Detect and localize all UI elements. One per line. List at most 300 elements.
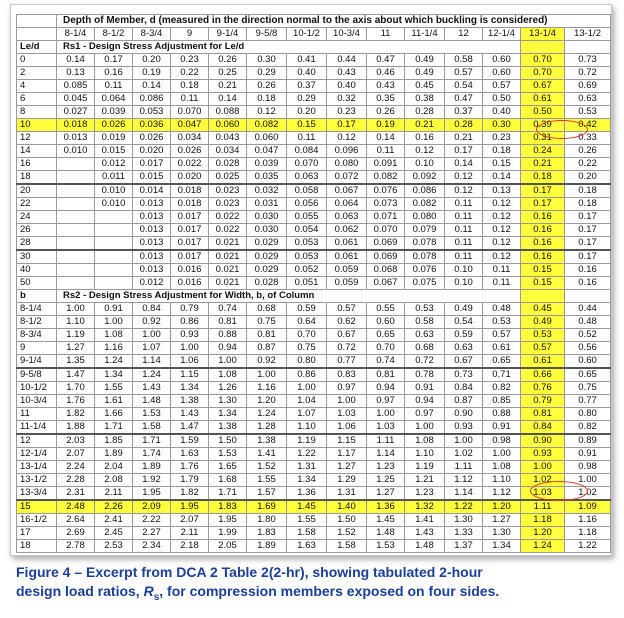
table-cell: 1.57 (247, 487, 287, 501)
table-cell: 0.13 (483, 184, 521, 198)
empty-cell (565, 290, 611, 303)
table-cell: 1.11 (445, 461, 483, 474)
table-cell: 1.53 (367, 540, 405, 553)
table-cell: 1.11 (367, 434, 405, 448)
table-cell: 0.57 (521, 342, 565, 355)
table-cell: 0.65 (483, 355, 521, 369)
table-cell: 0.013 (133, 250, 171, 264)
table-cell: 1.34 (287, 474, 327, 487)
table-cell: 0.17 (565, 211, 611, 224)
table-cell: 1.43 (405, 527, 445, 540)
table-cell: 0.028 (247, 277, 287, 290)
table-cell: 0.39 (521, 119, 565, 132)
table-cell: 0.93 (445, 421, 483, 435)
table-cell: 2.48 (57, 500, 95, 514)
section2-row-label: b (17, 290, 57, 303)
table-cell: 0.017 (171, 224, 209, 237)
table-cell (57, 237, 95, 251)
table-cell: 0.70 (521, 67, 565, 80)
table-cell: 0.49 (521, 316, 565, 329)
row-label: 12-1/4 (17, 448, 57, 461)
row-label: 30 (17, 250, 57, 264)
table-cell: 0.17 (565, 250, 611, 264)
table-cell: 0.013 (133, 198, 171, 211)
table-cell: 0.35 (367, 93, 405, 106)
table-cell: 0.19 (133, 67, 171, 80)
section1-title-row (17, 41, 611, 54)
table-cell: 0.60 (367, 316, 405, 329)
table-cell: 0.23 (483, 132, 521, 145)
row-label: 20 (17, 184, 57, 198)
table-cell: 1.88 (57, 421, 95, 435)
table-cell: 1.52 (327, 527, 367, 540)
table-cell: 2.03 (57, 434, 95, 448)
table-cell: 0.11 (445, 250, 483, 264)
table-cell: 0.059 (327, 277, 367, 290)
table-cell: 2.34 (133, 540, 171, 553)
table-cell: 0.54 (445, 80, 483, 93)
table-cell: 0.013 (133, 264, 171, 277)
table-cell: 0.20 (133, 54, 171, 67)
table-cell: 0.020 (133, 145, 171, 158)
table-cell: 1.10 (483, 474, 521, 487)
table-cell: 1.07 (287, 408, 327, 421)
table-cell: 0.064 (95, 93, 133, 106)
column-header: 12-1/4 (483, 28, 521, 41)
table-cell: 1.55 (247, 474, 287, 487)
table-cell: 1.12 (445, 474, 483, 487)
column-header: 9-5/8 (247, 28, 287, 41)
table-cell: 0.12 (483, 211, 521, 224)
table-cell: 0.17 (445, 145, 483, 158)
table-row (17, 395, 611, 408)
table-cell: 0.98 (483, 434, 521, 448)
table-cell: 0.010 (95, 198, 133, 211)
table-cell: 1.45 (287, 500, 327, 514)
column-header: 11-1/4 (405, 28, 445, 41)
table-cell: 0.072 (327, 171, 367, 185)
table-cell: 0.33 (565, 132, 611, 145)
row-label: 26 (17, 224, 57, 237)
table-cell: 1.48 (367, 527, 405, 540)
table-cell: 0.10 (445, 277, 483, 290)
table-row (17, 264, 611, 277)
row-label: 4 (17, 80, 57, 93)
table-cell: 0.26 (209, 54, 247, 67)
table-cell: 0.032 (247, 184, 287, 198)
column-header: 13-1/2 (565, 28, 611, 41)
table-cell: 2.08 (95, 474, 133, 487)
table-cell: 0.75 (287, 342, 327, 355)
table-cell (57, 184, 95, 198)
table-cell: 1.30 (483, 527, 521, 540)
table-cell: 0.14 (367, 132, 405, 145)
table-cell: 0.54 (445, 316, 483, 329)
row-label: 8-1/2 (17, 316, 57, 329)
table-cell: 0.023 (209, 184, 247, 198)
table-cell (95, 250, 133, 264)
table-cell: 0.94 (405, 395, 445, 408)
table-cell: 0.026 (95, 119, 133, 132)
table-cell: 0.017 (171, 237, 209, 251)
table-cell: 0.38 (405, 93, 445, 106)
table-cell: 1.22 (287, 448, 327, 461)
row-label: 16 (17, 158, 57, 171)
table-row (17, 54, 611, 67)
table-cell: 1.45 (367, 514, 405, 527)
table-cell: 0.81 (367, 368, 405, 382)
table-row (17, 211, 611, 224)
row-label: 15 (17, 500, 57, 514)
table-cell: 1.07 (133, 342, 171, 355)
table-cell: 0.035 (247, 171, 287, 185)
table-cell: 1.82 (57, 408, 95, 421)
table-cell: 1.08 (405, 434, 445, 448)
table-cell: 0.74 (367, 355, 405, 369)
table-cell: 1.24 (133, 368, 171, 382)
table-cell: 0.49 (405, 67, 445, 80)
table-cell: 0.68 (247, 303, 287, 316)
table-cell: 1.40 (327, 500, 367, 514)
table-cell (57, 250, 95, 264)
table-cell: 0.18 (521, 171, 565, 185)
table-cell: 0.11 (367, 145, 405, 158)
table-cell: 0.017 (171, 250, 209, 264)
table-row (17, 368, 611, 382)
row-label: 10-3/4 (17, 395, 57, 408)
table-cell (57, 277, 95, 290)
table-cell: 0.50 (521, 106, 565, 119)
table-cell: 0.070 (287, 158, 327, 171)
table-cell: 0.18 (483, 145, 521, 158)
table-cell: 1.10 (287, 421, 327, 435)
table-cell: 0.15 (521, 277, 565, 290)
table-cell: 1.76 (171, 461, 209, 474)
table-cell: 0.060 (209, 119, 247, 132)
table-cell: 0.17 (327, 119, 367, 132)
table-cell: 1.89 (133, 461, 171, 474)
row-label: 11 (17, 408, 57, 421)
row-label: 50 (17, 277, 57, 290)
table-cell: 1.58 (287, 527, 327, 540)
table-cell: 0.49 (405, 54, 445, 67)
table-cell: 1.35 (57, 355, 95, 369)
table-cell: 1.04 (287, 395, 327, 408)
table-cell: 1.00 (327, 395, 367, 408)
table-cell: 0.90 (521, 434, 565, 448)
table-cell (57, 264, 95, 277)
table-cell: 0.29 (247, 67, 287, 80)
table-cell: 1.63 (287, 540, 327, 553)
table-cell: 0.61 (483, 342, 521, 355)
table-cell: 0.64 (287, 316, 327, 329)
table-cell: 1.10 (405, 448, 445, 461)
table-cell: 1.16 (95, 342, 133, 355)
table-cell: 0.14 (57, 54, 95, 67)
row-label: 18 (17, 171, 57, 185)
table-cell: 1.20 (483, 500, 521, 514)
table-cell: 0.13 (57, 67, 95, 80)
table-cell: 2.53 (95, 540, 133, 553)
table-cell: 2.07 (57, 448, 95, 461)
table-cell: 1.36 (287, 487, 327, 501)
corner-cell (17, 15, 57, 28)
column-header: 11 (367, 28, 405, 41)
table-cell: 0.12 (445, 184, 483, 198)
table-cell: 0.82 (483, 382, 521, 395)
table-cell: 0.071 (367, 211, 405, 224)
table-cell: 1.43 (171, 408, 209, 421)
table-cell: 1.00 (565, 474, 611, 487)
table-cell: 1.24 (247, 408, 287, 421)
table-cell: 2.11 (171, 527, 209, 540)
table-cell: 0.58 (405, 316, 445, 329)
table-cell: 1.27 (367, 487, 405, 501)
table-cell: 0.48 (565, 316, 611, 329)
table-cell: 0.57 (483, 80, 521, 93)
table-cell: 0.93 (521, 448, 565, 461)
empty-cell (565, 41, 611, 54)
table-row (17, 237, 611, 251)
table-cell: 1.19 (287, 434, 327, 448)
table-cell: 0.070 (367, 224, 405, 237)
table-cell: 0.62 (327, 316, 367, 329)
table-cell: 0.26 (565, 145, 611, 158)
table-cell: 0.49 (445, 303, 483, 316)
column-header: 12 (445, 28, 483, 41)
table-cell: 0.84 (133, 303, 171, 316)
row-label: 0 (17, 54, 57, 67)
table-cell: 0.40 (287, 67, 327, 80)
table-cell: 1.34 (209, 408, 247, 421)
table-cell: 0.079 (405, 224, 445, 237)
table-cell: 0.57 (483, 329, 521, 342)
table-cell: 0.59 (445, 329, 483, 342)
row-label: 8-1/4 (17, 303, 57, 316)
table-cell: 1.58 (133, 421, 171, 435)
table-cell: 0.14 (445, 158, 483, 171)
table-cell: 0.069 (367, 237, 405, 251)
table-cell: 2.45 (95, 527, 133, 540)
table-cell: 0.41 (287, 54, 327, 67)
table-cell: 1.29 (327, 474, 367, 487)
table-cell: 1.00 (367, 408, 405, 421)
table-cell: 0.028 (209, 158, 247, 171)
table-cell: 0.80 (565, 408, 611, 421)
table-cell: 0.021 (209, 250, 247, 264)
table-cell: 2.18 (171, 540, 209, 553)
row-label: 8 (17, 106, 57, 119)
table-cell: 0.48 (483, 303, 521, 316)
table-cell: 0.97 (405, 408, 445, 421)
table-cell: 0.78 (405, 368, 445, 382)
row-label: 16-1/2 (17, 514, 57, 527)
row-label: 22 (17, 198, 57, 211)
table-row (17, 67, 611, 80)
table-cell: 1.03 (327, 408, 367, 421)
table-cell: 1.19 (405, 461, 445, 474)
table-cell: 1.02 (521, 474, 565, 487)
table-cell: 1.34 (95, 368, 133, 382)
table-cell: 0.37 (287, 80, 327, 93)
column-header: 9 (171, 28, 209, 41)
table-cell: 0.84 (521, 421, 565, 435)
table-cell: 0.018 (171, 184, 209, 198)
table-row (17, 277, 611, 290)
table-cell: 1.02 (565, 487, 611, 501)
table-cell: 0.11 (445, 198, 483, 211)
table-row (17, 514, 611, 527)
table-cell: 0.15 (521, 264, 565, 277)
table-cell: 1.63 (171, 448, 209, 461)
table-cell: 1.74 (133, 448, 171, 461)
table-cell: 0.026 (171, 145, 209, 158)
table-cell: 2.05 (209, 540, 247, 553)
table-cell: 1.50 (209, 434, 247, 448)
table-cell: 0.68 (405, 342, 445, 355)
table-cell: 0.21 (445, 132, 483, 145)
table-cell: 1.06 (327, 421, 367, 435)
table-cell: 0.022 (171, 158, 209, 171)
table-cell: 0.46 (367, 67, 405, 80)
table-cell: 0.43 (367, 80, 405, 93)
table-cell: 0.10 (445, 264, 483, 277)
table-cell: 1.15 (171, 368, 209, 382)
table-cell: 0.81 (209, 316, 247, 329)
table-cell: 1.11 (521, 500, 565, 514)
table-cell: 0.77 (327, 355, 367, 369)
table-cell: 1.16 (247, 382, 287, 395)
table-cell: 1.95 (133, 487, 171, 501)
table-cell: 0.23 (327, 106, 367, 119)
table-cell: 0.44 (565, 303, 611, 316)
table-cell: 0.12 (247, 106, 287, 119)
table-cell: 1.24 (95, 355, 133, 369)
table-cell: 2.69 (57, 527, 95, 540)
row-label: 6 (17, 93, 57, 106)
table-cell: 0.018 (57, 119, 95, 132)
table-cell: 0.013 (133, 211, 171, 224)
table-cell: 1.02 (445, 448, 483, 461)
table-cell: 0.096 (327, 145, 367, 158)
section1-title: Rs1 - Design Stress Adjustment for Le/d (57, 41, 521, 54)
table-cell: 0.027 (57, 106, 95, 119)
table-cell: 0.18 (565, 184, 611, 198)
table-cell: 0.051 (287, 277, 327, 290)
table-cell: 0.045 (57, 93, 95, 106)
table-cell: 0.030 (247, 211, 287, 224)
table-cell: 0.085 (57, 80, 95, 93)
table-cell: 1.08 (209, 368, 247, 382)
table-cell: 0.082 (405, 198, 445, 211)
table-row (17, 184, 611, 198)
table-row (17, 158, 611, 171)
table-cell: 1.22 (445, 500, 483, 514)
table-cell: 1.22 (565, 540, 611, 553)
row-label: 12 (17, 132, 57, 145)
table-cell: 2.64 (57, 514, 95, 527)
table-cell: 0.17 (521, 184, 565, 198)
table-cell: 0.084 (287, 145, 327, 158)
table-cell: 0.59 (287, 303, 327, 316)
table-cell: 1.08 (483, 461, 521, 474)
column-header: 9-1/4 (209, 28, 247, 41)
table-cell: 0.47 (367, 54, 405, 67)
table-cell: 0.059 (327, 264, 367, 277)
row-label: 9 (17, 342, 57, 355)
table-row (17, 448, 611, 461)
table-cell: 0.011 (95, 171, 133, 185)
table-cell: 0.86 (171, 316, 209, 329)
table-cell: 0.28 (445, 119, 483, 132)
table-cell: 1.31 (327, 487, 367, 501)
table-cell: 0.87 (445, 395, 483, 408)
caption-line-1: Figure 4 – Excerpt from DCA 2 Table 2(2-hr), showing tabulated 2-hour (16, 564, 483, 580)
column-header: 8-1/2 (95, 28, 133, 41)
table-cell: 0.10 (405, 158, 445, 171)
row-label: 2 (17, 67, 57, 80)
row-label: 10 (17, 119, 57, 132)
table-cell: 0.16 (565, 277, 611, 290)
table-cell: 0.53 (405, 303, 445, 316)
table-cell: 0.40 (483, 106, 521, 119)
table-cell: 0.061 (327, 250, 367, 264)
table-cell: 1.89 (95, 448, 133, 461)
table-cell: 0.063 (287, 171, 327, 185)
table-cell (57, 224, 95, 237)
table-cell: 1.99 (209, 527, 247, 540)
table-cell: 1.38 (247, 434, 287, 448)
table-cell: 0.036 (133, 119, 171, 132)
table-row (17, 408, 611, 421)
table-row (17, 382, 611, 395)
table-cell: 0.073 (367, 198, 405, 211)
table-cell: 0.075 (405, 277, 445, 290)
table-cell: 1.71 (133, 434, 171, 448)
table-cell: 0.14 (209, 93, 247, 106)
table-row (17, 119, 611, 132)
table-cell: 0.069 (367, 250, 405, 264)
table-cell: 0.92 (133, 316, 171, 329)
table-cell: 1.38 (171, 395, 209, 408)
table-cell: 0.015 (133, 171, 171, 185)
table-cell: 0.91 (565, 448, 611, 461)
table-cell: 0.53 (483, 316, 521, 329)
table-cell: 1.18 (565, 527, 611, 540)
table-cell: 0.58 (445, 54, 483, 67)
table-cell: 1.85 (95, 434, 133, 448)
table-row (17, 303, 611, 316)
table-cell: 0.014 (133, 184, 171, 198)
table-cell: 0.020 (171, 171, 209, 185)
table-cell: 2.09 (133, 500, 171, 514)
table-cell: 1.41 (405, 514, 445, 527)
table-cell: 0.18 (565, 198, 611, 211)
table-cell: 0.63 (445, 342, 483, 355)
table-cell: 0.26 (247, 80, 287, 93)
table-cell: 0.44 (327, 54, 367, 67)
table-cell: 0.076 (405, 264, 445, 277)
table-cell: 1.33 (445, 527, 483, 540)
table-cell: 0.12 (483, 198, 521, 211)
table-cell: 0.22 (565, 158, 611, 171)
table-row (17, 540, 611, 553)
table-cell: 0.021 (209, 237, 247, 251)
table-cell: 0.74 (209, 303, 247, 316)
table-cell: 1.83 (209, 500, 247, 514)
table-cell: 0.45 (521, 303, 565, 316)
table-cell: 0.091 (367, 158, 405, 171)
